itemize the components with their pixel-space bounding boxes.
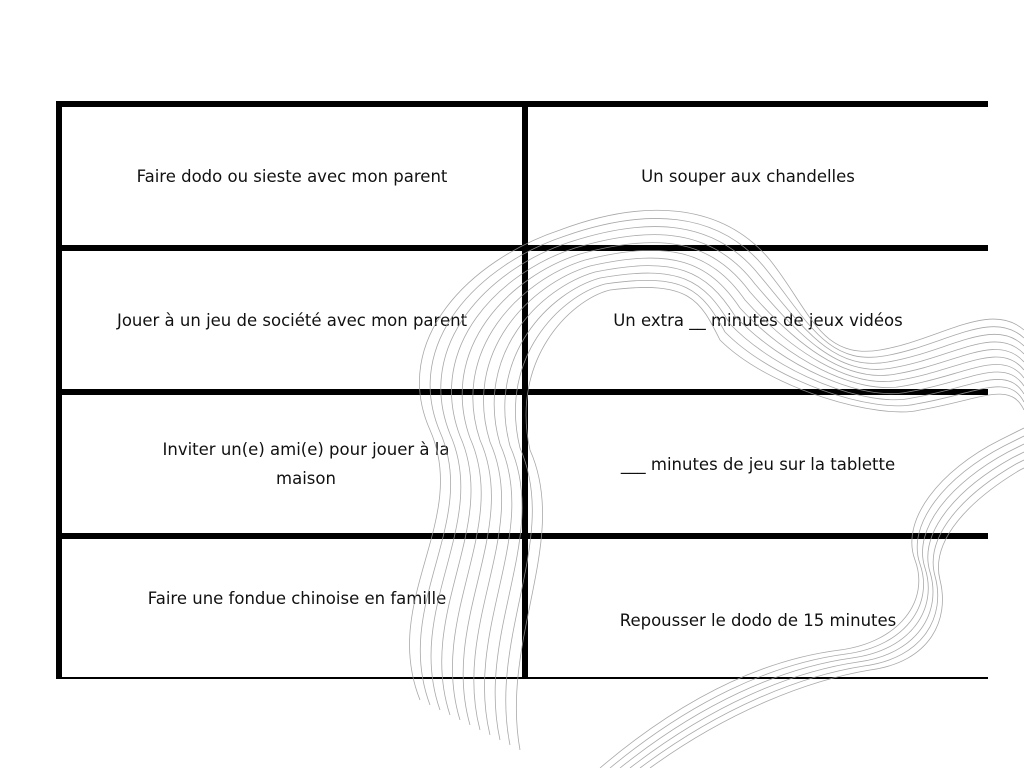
card-text: Un souper aux chandelles [641,166,855,186]
card-text: Un extra __ minutes de jeux vidéos [613,310,903,330]
card-cell [528,251,988,389]
card-cell [528,107,988,245]
card-cell [62,251,522,389]
card-text: Faire une fondue chinoise en famille [147,589,447,608]
card-text: Inviter un(e) ami(e) pour jouer à la maison [162,440,450,488]
reward-card-table [56,101,988,679]
card-cell [528,539,988,677]
card-cell [62,539,522,677]
card-cell [528,395,988,533]
card-text: Faire dodo ou sieste avec mon parent [136,166,448,186]
card-text: ___ minutes de jeu sur la tablette [620,454,896,474]
card-text: Jouer à un jeu de société avec mon parent [116,310,468,330]
card-cell [62,395,522,533]
card-cell [62,107,522,245]
card-text: Repousser le dodo de 15 minutes [619,611,897,630]
